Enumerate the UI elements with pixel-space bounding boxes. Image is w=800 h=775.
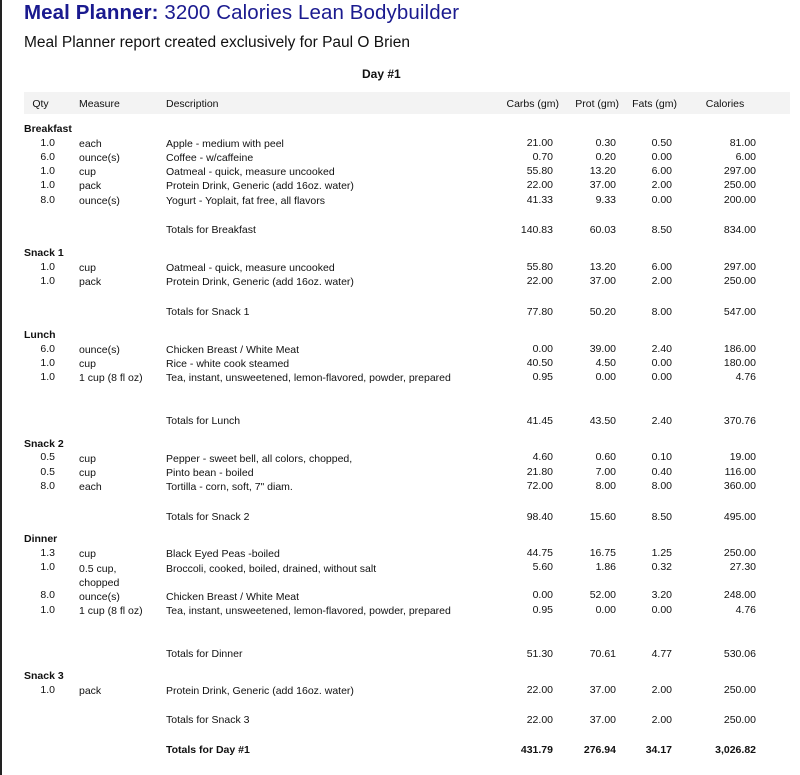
item-measure: cup [79,453,96,465]
col-header-calories: Calories [705,98,745,110]
item-description: Rice - white cook steamed [166,358,290,370]
col-header-description: Description [166,98,219,110]
item-fats: 1.25 [651,547,672,559]
item-prot: 7.00 [595,466,616,478]
item-description: Pepper - sweet bell, all colors, chopped, [166,453,353,465]
meal-totals-carbs: 41.45 [526,415,553,427]
col-header-fats: Fats (gm) [632,98,677,110]
item-description: Protein Drink, Generic (add 16oz. water) [166,180,354,192]
title-prefix: Meal Planner: [24,1,159,24]
item-description: Apple - medium with peel [166,138,284,150]
meal-totals-label: Totals for Snack 1 [166,306,250,318]
item-fats: 0.32 [651,561,672,573]
item-description: Coffee - w/caffeine [166,152,254,164]
col-header-prot: Prot (gm) [575,98,619,110]
item-fats: 0.40 [651,466,672,478]
item-qty: 8.0 [40,194,55,206]
item-calories: 6.00 [735,151,756,163]
meal-totals-calories: 547.00 [723,306,756,318]
item-carbs: 41.33 [526,194,553,206]
item-measure: pack [79,180,102,192]
item-prot: 13.20 [589,165,616,177]
meal-totals-prot: 43.50 [589,415,616,427]
item-carbs: 72.00 [526,480,553,492]
item-measure: each [79,138,102,150]
item-fats: 0.00 [651,604,672,616]
item-calories: 297.00 [723,261,756,273]
meal-totals-calories: 530.06 [723,648,756,660]
item-qty: 8.0 [40,589,55,601]
item-fats: 0.00 [651,357,672,369]
col-header-qty: Qty [32,98,49,110]
item-measure: cup [79,358,96,370]
item-calories: 250.00 [723,684,756,696]
day-totals-fats: 34.17 [645,744,672,756]
item-carbs: 0.00 [532,343,553,355]
item-fats: 0.50 [651,137,672,149]
item-calories: 248.00 [723,589,756,601]
meal-totals-prot: 60.03 [589,224,616,236]
day-totals-prot: 276.94 [583,744,616,756]
window-left-border [0,0,2,775]
meal-totals-calories: 370.76 [723,415,756,427]
item-prot: 37.00 [589,179,616,191]
item-carbs: 21.00 [526,137,553,149]
item-measure: each [79,481,102,493]
col-header-carbs: Carbs (gm) [506,98,559,110]
item-calories: 4.76 [735,371,756,383]
item-calories: 250.00 [723,275,756,287]
item-qty: 1.0 [40,275,55,287]
item-calories: 116.00 [724,466,756,478]
meal-totals-carbs: 22.00 [526,714,553,726]
item-description: Protein Drink, Generic (add 16oz. water) [166,276,354,288]
item-description: Yogurt - Yoplait, fat free, all flavors [166,195,325,207]
item-prot: 1.86 [595,561,616,573]
item-calories: 81.00 [729,137,756,149]
meal-totals-fats: 2.40 [651,415,672,427]
item-prot: 8.00 [595,480,616,492]
item-qty: 0.5 [40,451,55,463]
item-fats: 0.00 [651,194,672,206]
item-qty: 1.0 [40,165,55,177]
report-subtitle: Meal Planner report created exclusively for Paul O Brien [24,34,410,51]
item-carbs: 0.95 [532,604,553,616]
item-measure: ounce(s) [79,591,120,603]
item-carbs: 0.95 [532,371,553,383]
meal-totals-carbs: 77.80 [526,306,553,318]
meal-totals-prot: 37.00 [589,714,616,726]
col-header-measure: Measure [79,98,120,110]
item-qty: 1.0 [40,179,55,191]
meal-totals-label: Totals for Breakfast [166,224,256,236]
item-description: Oatmeal - quick, measure uncooked [166,166,335,178]
item-description: Chicken Breast / White Meat [166,591,300,603]
meal-totals-calories: 250.00 [723,714,756,726]
meal-totals-fats: 8.00 [651,306,672,318]
item-carbs: 21.80 [526,466,553,478]
meal-label-snack-3: Snack 3 [24,670,64,682]
meal-totals-calories: 495.00 [723,511,756,523]
meal-label-dinner: Dinner [24,533,58,545]
item-measure: ounce(s) [79,195,120,207]
item-measure: 0.5 cup, chopped [79,563,120,589]
day-title: Day #1 [362,67,401,81]
meal-label-snack-2: Snack 2 [24,438,64,450]
item-qty: 1.0 [40,137,55,149]
item-fats: 2.00 [651,684,672,696]
item-prot: 0.30 [595,137,616,149]
meal-label-snack-1: Snack 1 [24,247,64,259]
meal-totals-carbs: 51.30 [526,648,553,660]
meal-totals-fats: 8.50 [651,224,672,236]
item-prot: 52.00 [589,589,616,601]
item-prot: 13.20 [589,261,616,273]
item-fats: 3.20 [651,589,672,601]
item-prot: 16.75 [589,547,616,559]
item-measure: cup [79,467,96,479]
item-carbs: 44.75 [526,547,553,559]
item-measure: cup [79,166,96,178]
day-totals-label: Totals for Day #1 [166,744,250,756]
meal-totals-calories: 834.00 [723,224,756,236]
item-calories: 186.00 [723,343,756,355]
item-carbs: 22.00 [526,275,553,287]
item-fats: 8.00 [651,480,672,492]
item-description: Chicken Breast / White Meat [166,344,300,356]
item-carbs: 5.60 [532,561,553,573]
item-calories: 250.00 [723,547,756,559]
item-description: Tea, instant, unsweetened, lemon-flavored, powder, prepared [166,605,451,617]
item-carbs: 40.50 [526,357,553,369]
item-qty: 1.0 [40,371,55,383]
meal-totals-carbs: 140.83 [520,224,553,236]
meal-totals-fats: 2.00 [651,714,672,726]
item-measure: 1 cup (8 fl oz) [79,605,143,617]
item-fats: 6.00 [651,165,672,177]
item-qty: 6.0 [40,343,55,355]
item-description: Black Eyed Peas -boiled [166,548,280,560]
item-fats: 0.10 [651,451,672,463]
item-description: Broccoli, cooked, boiled, drained, without salt [166,563,377,575]
item-qty: 8.0 [40,480,55,492]
item-description: Oatmeal - quick, measure uncooked [166,262,335,274]
item-prot: 9.33 [595,194,616,206]
day-totals-carbs: 431.79 [520,744,553,756]
item-prot: 37.00 [589,275,616,287]
item-prot: 0.00 [595,371,616,383]
item-measure: ounce(s) [79,344,120,356]
item-fats: 0.00 [651,151,672,163]
meal-totals-label: Totals for Snack 2 [166,511,250,523]
item-calories: 19.00 [729,451,756,463]
item-calories: 27.30 [729,561,756,573]
item-description: Tea, instant, unsweetened, lemon-flavored, powder, prepared [166,372,451,384]
report-title [24,1,459,25]
item-description: Pinto bean - boiled [166,467,254,479]
item-carbs: 55.80 [526,165,553,177]
meal-totals-label: Totals for Dinner [166,648,243,660]
item-prot: 0.20 [595,151,616,163]
meal-totals-carbs: 98.40 [526,511,553,523]
item-fats: 2.40 [651,343,672,355]
item-qty: 0.5 [40,466,55,478]
item-calories: 297.00 [723,165,756,177]
meal-totals-prot: 70.61 [589,648,616,660]
title-plan-name: 3200 Calories Lean Bodybuilder [158,1,460,24]
item-qty: 1.0 [40,604,55,616]
item-prot: 37.00 [589,684,616,696]
item-description: Tortilla - corn, soft, 7" diam. [166,481,293,493]
day-totals-calories: 3,026.82 [715,744,756,756]
meal-totals-fats: 8.50 [651,511,672,523]
meal-totals-prot: 15.60 [589,511,616,523]
item-fats: 0.00 [651,371,672,383]
item-fats: 6.00 [651,261,672,273]
item-qty: 1.0 [40,261,55,273]
item-measure: ounce(s) [79,152,120,164]
item-prot: 0.00 [595,604,616,616]
item-carbs: 22.00 [526,179,553,191]
item-calories: 200.00 [723,194,756,206]
item-fats: 2.00 [651,275,672,287]
item-carbs: 0.00 [532,589,553,601]
item-qty: 6.0 [40,151,55,163]
item-measure: cup [79,262,96,274]
item-carbs: 0.70 [532,151,553,163]
item-measure: pack [79,276,102,288]
item-calories: 360.00 [723,480,756,492]
item-qty: 1.0 [40,684,55,696]
item-qty: 1.0 [40,561,55,573]
item-prot: 4.50 [595,357,616,369]
item-calories: 4.76 [735,604,756,616]
item-carbs: 22.00 [526,684,553,696]
item-fats: 2.00 [651,179,672,191]
item-qty: 1.3 [40,547,55,559]
item-prot: 0.60 [595,451,616,463]
item-carbs: 55.80 [526,261,553,273]
item-calories: 250.00 [723,179,756,191]
item-prot: 39.00 [589,343,616,355]
meal-label-lunch: Lunch [24,329,56,341]
item-description: Protein Drink, Generic (add 16oz. water) [166,685,354,697]
meal-totals-prot: 50.20 [589,306,616,318]
item-calories: 180.00 [723,357,756,369]
item-measure: cup [79,548,96,560]
meal-totals-label: Totals for Lunch [166,415,241,427]
item-measure: 1 cup (8 fl oz) [79,372,143,384]
item-measure: pack [79,685,102,697]
meal-totals-fats: 4.77 [651,648,672,660]
item-qty: 1.0 [40,357,55,369]
meal-totals-label: Totals for Snack 3 [166,714,250,726]
item-carbs: 4.60 [532,451,553,463]
meal-label-breakfast: Breakfast [24,123,72,135]
